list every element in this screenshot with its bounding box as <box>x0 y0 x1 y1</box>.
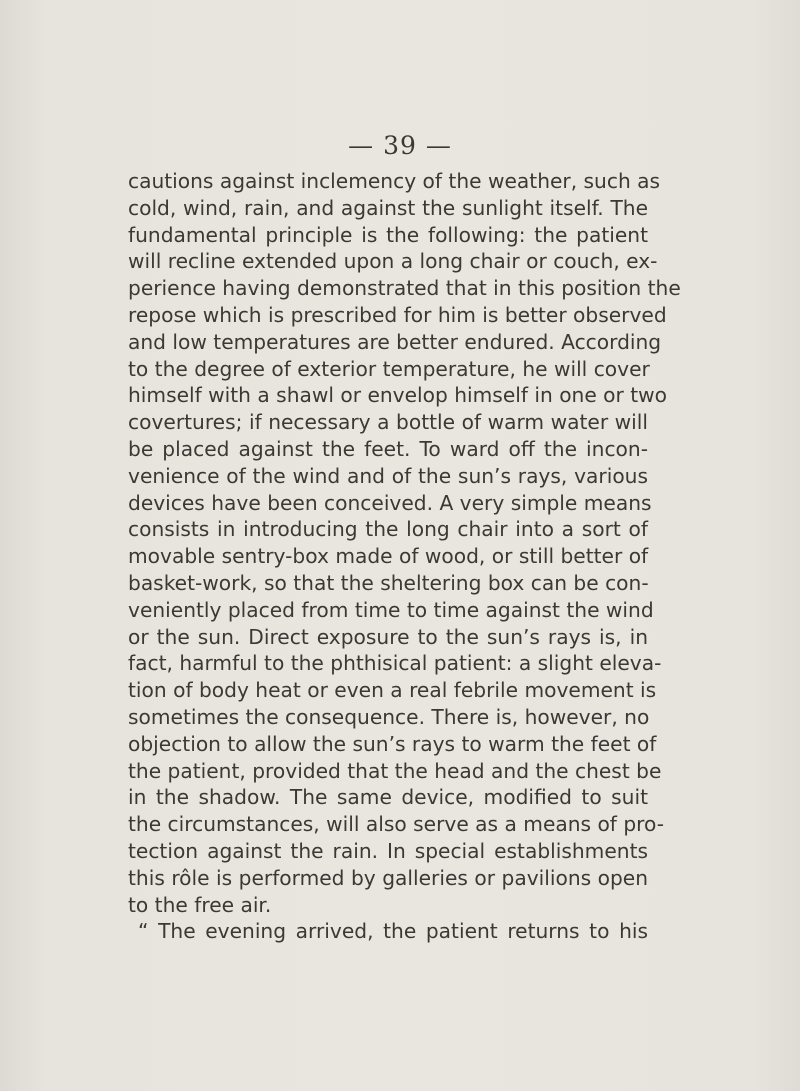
text-line: venience of the wind and of the sun’s rays, various <box>128 463 648 488</box>
text-line: “ The evening arrived, the patient returns to his <box>138 919 648 944</box>
text-line: objection to allow the sun’s rays to warm the feet of <box>128 731 657 756</box>
text-line: the patient, provided that the head and the chest be <box>128 758 662 783</box>
body-text <box>128 168 681 945</box>
text-line: himself with a shawl or envelop himself in one or two <box>128 383 668 408</box>
text-line: cautions against inclemency of the weather, such as <box>128 169 661 193</box>
text-line: or the sun. Direct exposure to the sun’s rays is, in <box>128 624 648 649</box>
text-line: fundamental principle is the following: the patient <box>128 222 648 247</box>
text-line: movable sentry-box made of wood, or still better of <box>128 544 649 569</box>
text-line: to the degree of exterior temperature, he will cover <box>128 356 650 381</box>
text-line: and low temperatures are better endured. According <box>128 329 662 354</box>
text-line: be placed against the feet. To ward off the incon- <box>128 436 648 461</box>
text-line: consists in introducing the long chair into a sort of <box>128 517 648 542</box>
text-line: sometimes the consequence. There is, however, no <box>128 704 650 729</box>
text-line: basket-work, so that the sheltering box can be con- <box>128 570 649 595</box>
text-line: repose which is prescribed for him is better observed <box>128 302 667 327</box>
text-line: will recline extended upon a long chair or couch, ex- <box>128 249 658 274</box>
text-line: to the free air. <box>128 892 272 917</box>
text-line: tection against the rain. In special establishments <box>128 838 648 863</box>
text-line: perience having demonstrated that in this position the <box>128 276 681 301</box>
text-line: the circumstances, will also serve as a means of pro- <box>128 812 665 837</box>
text-line: fact, harmful to the phthisical patient: a slight eleva- <box>128 651 662 676</box>
text-line: covertures; if necessary a bottle of warm water will <box>128 410 648 435</box>
text-line: cold, wind, rain, and against the sunlight itself. The <box>128 195 648 220</box>
text-line: devices have been conceived. A very simple means <box>128 490 652 515</box>
text-line: veniently placed from time to time against the wind <box>128 597 654 622</box>
text-line: in the shadow. The same device, modified to suit <box>128 785 648 810</box>
text-line: tion of body heat or even a real febrile movement is <box>128 678 657 703</box>
text-line: this rôle is performed by galleries or pavilions open <box>128 865 648 890</box>
page-number: — 39 — <box>348 131 452 160</box>
